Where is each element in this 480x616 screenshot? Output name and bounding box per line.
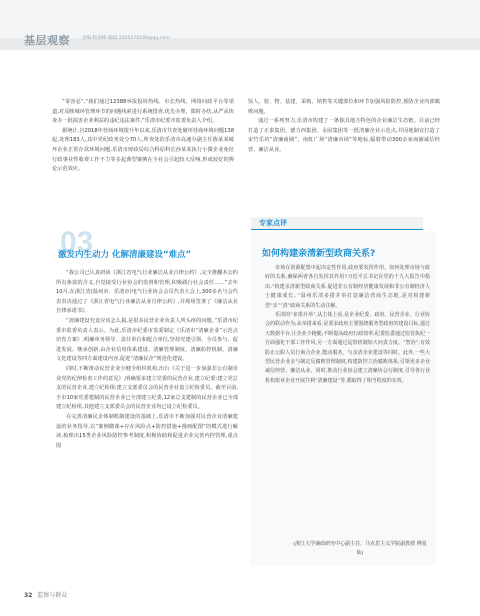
left-column-bottom [56, 269, 238, 451]
paragraph: “零容忍”,“我们通过12388举报投诉热线、市长热线、网络问政平台等渠道,对反映城环管理环节的问题线索进行系统排查,优先办理、限时办结,从严从快查办一批损害企业利益的违纪违法案件,”乐清市纪委市监委负责人介绍。 [52, 99, 234, 125]
expert-question: 如何构建亲清新型政商关系? [262, 249, 376, 259]
paragraph: 通过一系列努力,乐清市构建了一条独具地方特色的企业廉洁生态链。目前已经打造了正泰集团、德力西集团、永固集团等一批清廉企业示范点,并因地制宜打造了宋竹乐坊“清廉商圈”、南虹广场“清廉市场”等地标,辐射带动300余家商铺诚信经营、廉洁从业。 [248, 118, 440, 153]
publication-name: 监察与群众 [37, 592, 68, 599]
page-header [0, 0, 480, 50]
paragraph: 在完善清廉民企体制机制建设的基础上,乐清市不断加强对民营企业清廉建设的业务指导,以“案例微课+存在风险点+防控措施+漫画配图”的模式进行解读,梳理出15类企业风险防控参考制度,积极协助和促进企业完善内控管理,重点围 [56, 413, 238, 449]
editor-info: 责编:程海峰 邮箱:2005470149@qq.com [82, 36, 170, 41]
page-number: 32 [24, 592, 33, 599]
section-title: 激发内生动力 化解清廉建设“难点” [58, 250, 192, 260]
paragraph: 市场在资源配置中起决定性作用,政府要发挥作用。如何处理市场与政府的关系,确保两者各自发挥其作用?习近平总书记在党的十九大报告中指出:“构建亲清新型政商关系,促进非公有制经济健康发展和非公有制经济人士健康成长。”温州乐清多措并举打造廉洁营商生态链,是对构建新型“亲”“清”政商关系的生动注解。 [265, 265, 430, 309]
header-band [0, 38, 480, 50]
header-underline [251, 229, 423, 230]
section-number: 03 [60, 226, 94, 259]
paragraph: 饭人、射、物、基建、采购、销售等关键部位和环节加强风险防控,预防企业内部腐败问题。 [248, 99, 440, 115]
expert-column-header [251, 217, 423, 229]
paragraph: 据统计,自2018年营商环境提升年以来,乐清市共查处破坏营商环境问题138起,处理183人,其中党纪政务处分70人,所查处的乐清市高速办副主任陈某某破坏企业正常存款环境问题,乐清市财政局综合科原科长孙某某执行小微企业免征行政事业性收费工作不力等多起典型案例在全社会引起较大反响,形成较好的舆论示范效应。 [52, 127, 234, 173]
right-column-top [248, 98, 440, 156]
expert-column-label: 专家点评 [259, 219, 287, 227]
section-header-title: 基层观察 [24, 34, 70, 47]
paragraph: “清廉建设究竟应该怎么搞,是很多民营企业负责人所头疼的问题。”乐清市纪委市监委负责人表示。为此,乐清市纪委市监委制定《乐清市“清廉企业”示范点培育方案》,明确单务领导、责任单位和配合单位,坚持党建引领、全员参与、促进发展、继承创新,由企业信用体系建设、清廉管理制度、清廉防控机制、清廉文化建设等四方面建设内容,促进“清廉民企”规范化建设。 [56, 317, 238, 363]
expert-commentary-body [265, 264, 430, 386]
paragraph: 同时,不断推动民营企业全健全组织机构,出台《关于进一步加强非公有制企业党的纪律检查工作的意见》,明确要求建立党委的民营企业,建立纪委;建立党总支的民营企业,建立纪检组;建立支部委员会的民营企业设立纪检委员。截至目前,全市10家党委建制的民营企业已全部建立纪委,12家总支建制的民营企业已全部建立纪检组,其他建立支部委员会的民营企业均已设立纪检委员。 [56, 365, 238, 411]
expert-signature: (浙江大学廉政研究中心副主任、马克思主义学院副教授 傅夏仙) [293, 541, 427, 557]
paragraph: 乐清的“多措并举”,从主体上看,是企业纪委、政府、民营企业、行业协会的联动作为;从举措来看,是要求政府主要围绕服务型政府的建设目标,通过大数据平台,让企业少跑腿;不断提高政府行政效率;纪委监委通过监管执纪一方面强化干部工作作风,另一方面通过巡察机制加大问责力度。“智治”,有效防止公职人员行商合企业,能动服务。与亲清企业建设等同时。此外,一些大型民营企业亲与制定反腐败管理制度,构建防控立治腐败体系,引领更多企业诚信经营、廉洁从业。同时,推动行业协会建立清廉协会行制度,引导各行业机构依章企业开展共利“清廉建设”等,都取得了相当程度的实效。 [265, 312, 430, 384]
left-column-top [52, 98, 234, 175]
paragraph: “我公司已认真研读《浙江省电气行业廉洁从业自律公约》,完全推翻本公约所有条款的含义,自觉接受行业协会的监督和管理,积极践行社会责任……”去年10月,在浙江省(温州市、乐清市)电气行业协会会员代表大会上,300多名与会代表表决通过了《浙江省电气行业廉洁从业自律公约》,并现场签署了《廉洁从业自律承诺书》。 [56, 270, 238, 315]
page-footer [24, 590, 67, 599]
